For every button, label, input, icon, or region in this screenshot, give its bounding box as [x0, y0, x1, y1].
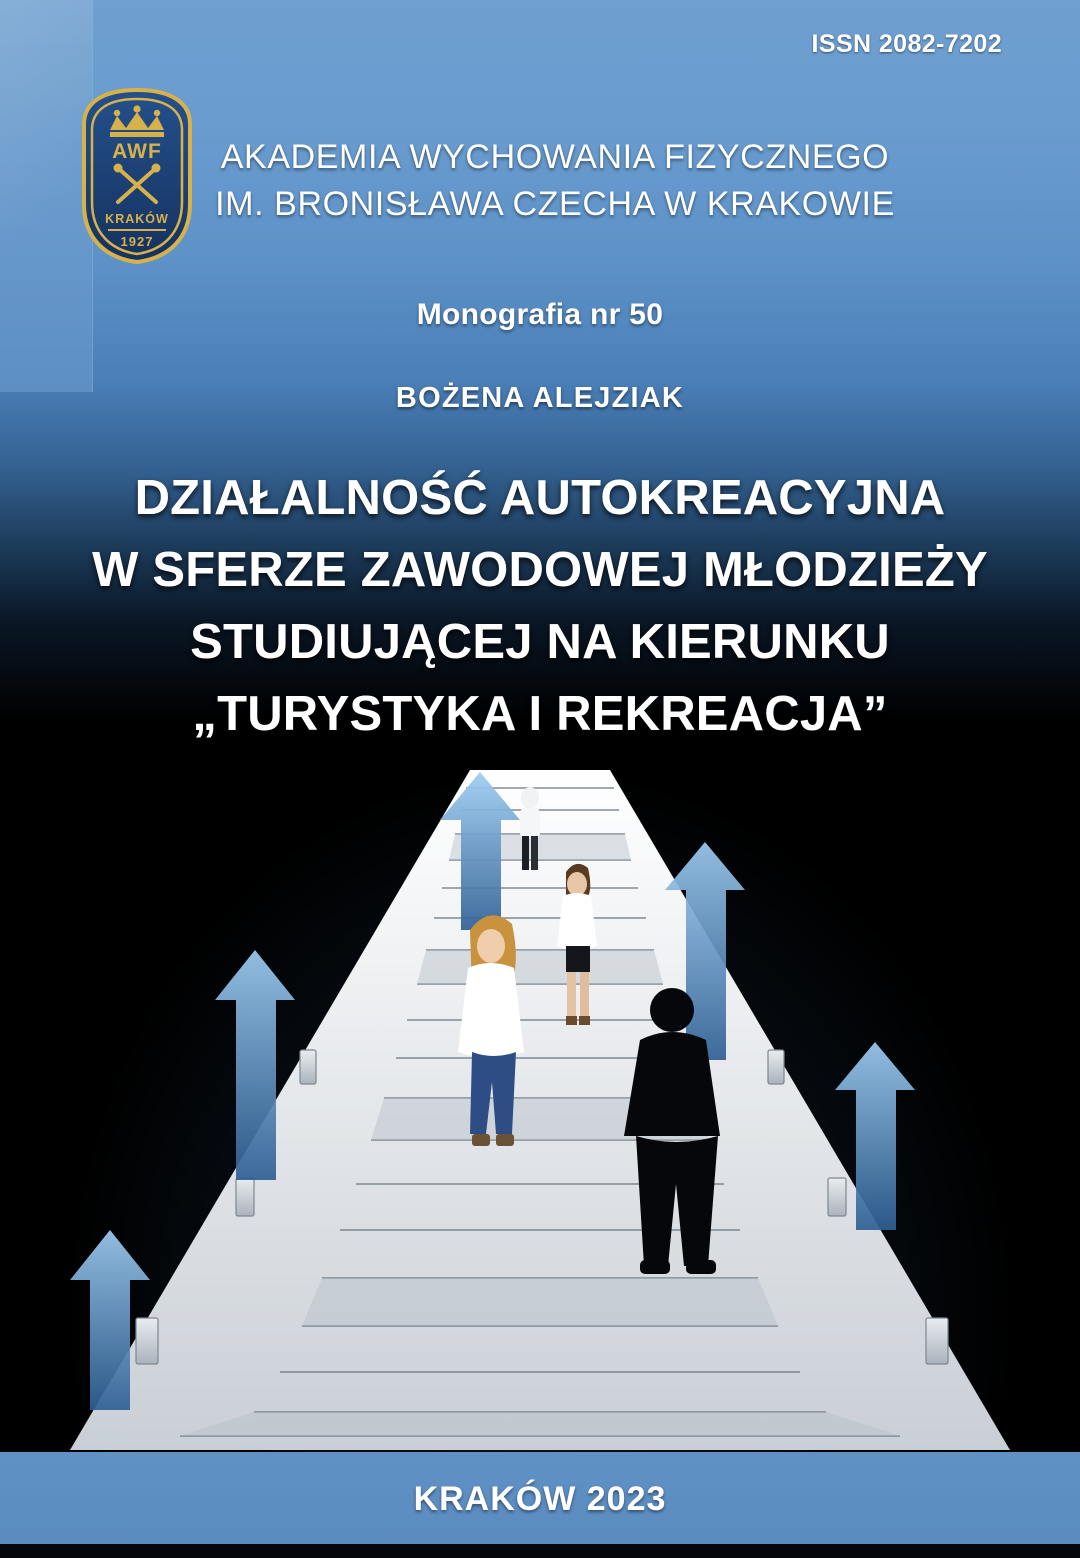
svg-text:KRAKÓW: KRAKÓW [105, 212, 169, 226]
svg-text:AWF: AWF [112, 140, 162, 163]
title-line-4: „TURYSTYKA I REKREACJA” [192, 687, 888, 741]
title-line-2: W SFERZE ZAWODOWEJ MŁODZIEŻY [92, 543, 988, 597]
institution-name [0, 134, 1080, 228]
place-and-year: KRAKÓW 2023 [413, 1480, 667, 1518]
author-name: BOŻENA ALEJZIAK [395, 382, 685, 414]
svg-text:1927: 1927 [120, 234, 154, 249]
institution-line-1: AKADEMIA WYCHOWANIA FIZYCZNEGO [220, 138, 890, 176]
book-title [0, 462, 1080, 750]
issn-number: ISSN 2082-7202 [811, 30, 1002, 58]
bottom-dark-strip [0, 1544, 1080, 1558]
title-line-1: DZIAŁALNOŚĆ AUTOKREACYJNA [134, 471, 946, 525]
title-line-3: STUDIUJĄCEJ NA KIERUNKU [190, 615, 890, 669]
institution-line-2: IM. BRONISŁAWA CZECHA W KRAKOWIE [215, 185, 895, 223]
staircase-with-upward-arrows-photo [0, 760, 1080, 1460]
series-number: Monografia nr 50 [416, 298, 664, 331]
